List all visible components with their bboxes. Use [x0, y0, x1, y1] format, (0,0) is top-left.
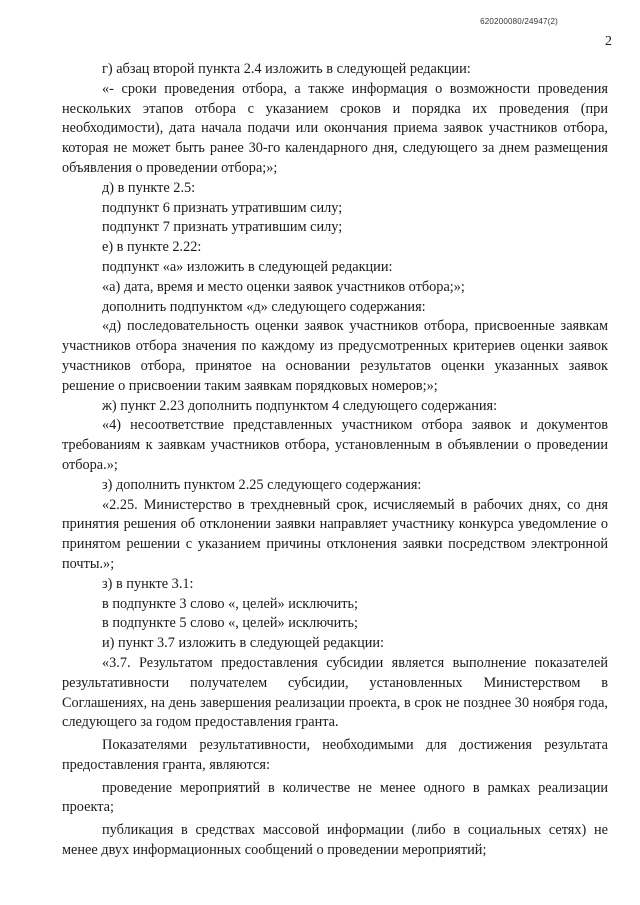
- paragraph: подпункт 7 признать утратившим силу;: [102, 219, 343, 236]
- paragraph: в подпункте 5 слово «, целей» исключить;: [102, 615, 359, 632]
- paragraph: з) в пункте 3.1:: [102, 575, 194, 592]
- paragraph: Показателями результативности, необходимыми для достижения результата предоставления гранта, являются:: [62, 737, 608, 773]
- paragraph: «2.25. Министерство в трехдневный срок, исчисляемый в рабочих днях, со дня принятия решения об отклонении заявки направляет участнику конкурса уведомление о принятом решении с указанием причины отклонения заявки посредством электронной почты.»;: [62, 496, 608, 572]
- paragraph: д) в пункте 2.5:: [102, 179, 196, 196]
- paragraph: г) абзац второй пункта 2.4 изложить в следующей редакции:: [102, 61, 471, 77]
- paragraph: «4) несоответствие представленных участником отбора заявок и документов требованиям к заявкам участников отбора, установленным в объявлении о проведении отбора.»;: [62, 417, 608, 473]
- paragraph: «3.7. Результатом предоставления субсидии является выполнение показателей результативности получателем субсидии, установленных Министерством в Соглашениях, на день завершения реализации проекта, в срок не позднее 30 ноября года, следующего за годом предоставления гранта.: [62, 654, 608, 731]
- paragraph: проведение мероприятий в количестве не менее одного в рамках реализации проекта;: [62, 779, 608, 816]
- paragraph: «- сроки проведения отбора, а также информация о возможности проведения нескольких этапов отбора с указанием сроков и порядка их проведения (при необходимости), дата начала подачи или окончания приема заявок участников отбора, которая не может быть ранее 30-го календарного дня, следующего за днем размещения объявления о проведении отбора;»;: [62, 80, 608, 176]
- document-number: 620200080/24947(2): [480, 17, 558, 26]
- paragraph: «д) последовательность оценки заявок участников отбора, присвоенные заявкам участников отбора значения по каждому из предусмотренных критериев оценки заявок участников отбора, принятое на основании результатов оценки указанных заявок решение о присвоении таким заявкам порядковых номеров;»;: [62, 318, 608, 394]
- paragraph: дополнить подпунктом «д» следующего содержания:: [102, 298, 426, 315]
- paragraph: в подпункте 3 слово «, целей» исключить;: [102, 595, 359, 612]
- document-body: [62, 60, 608, 861]
- paragraph: з) дополнить пунктом 2.25 следующего содержания:: [102, 476, 422, 493]
- paragraph: публикация в средствах массовой информации (либо в социальных сетях) не менее двух информационных сообщений о проведении мероприятий;: [62, 822, 608, 859]
- paragraph: подпункт «а» изложить в следующей редакции:: [102, 258, 393, 275]
- page-number: 2: [605, 34, 612, 49]
- paragraph: «а) дата, время и место оценки заявок участников отбора;»;: [102, 278, 465, 295]
- paragraph: ж) пункт 2.23 дополнить подпунктом 4 следующего содержания:: [102, 397, 498, 414]
- paragraph: е) в пункте 2.22:: [102, 239, 202, 256]
- paragraph: и) пункт 3.7 изложить в следующей редакции:: [102, 635, 385, 652]
- paragraph: подпункт 6 признать утратившим силу;: [102, 199, 343, 216]
